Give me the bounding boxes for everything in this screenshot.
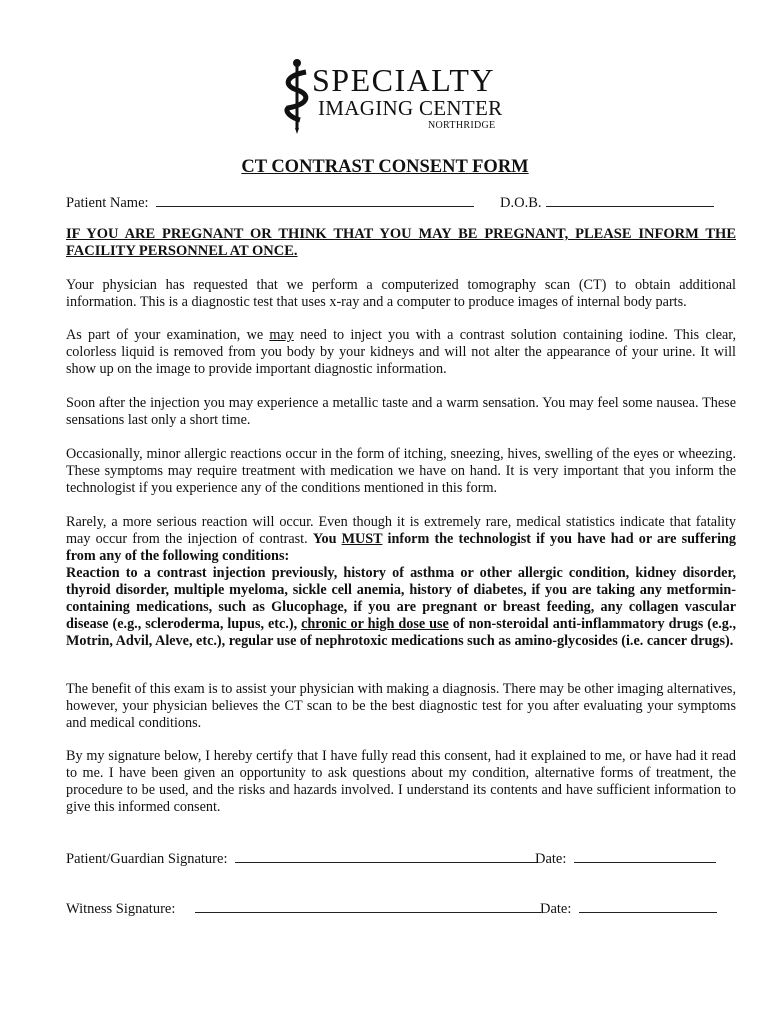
patient-date-field[interactable] <box>574 848 716 863</box>
may-emphasis: may <box>269 327 294 343</box>
patient-name-label: Patient Name: <box>66 195 149 211</box>
paragraph-text: You <box>312 531 342 547</box>
logo-line-specialty: SPECIALTY <box>312 62 496 98</box>
paragraph-allergic-reactions: Occasionally, minor allergic reactions occur in the form of itching, sneezing, hives, swelling of the eyes or wheezing. These symptoms may require treatment with medication we have on hand. It is very important that you inform the technologist if you experience any of the conditions mentioned in this form. <box>66 446 736 496</box>
caduceus-icon <box>282 58 312 136</box>
patient-signature-field[interactable] <box>235 848 537 863</box>
paragraph-text: As part of your examination, we <box>66 327 270 343</box>
patient-name-field[interactable] <box>156 192 474 207</box>
paragraph-certification: By my signature below, I hereby certify that I have fully read this consent, had it explained to me, or have had it read to me. I have been given an opportunity to ask questions about my condition, alternative forms of treatment, the procedure to be used, and the risks and hazards involved. I understand its contents and have sufficient information to give this informed consent. <box>66 748 736 815</box>
conditions-list: Reaction to a contrast injection previously, history of asthma or other allergic condition, kidney disorder, thyroid disorder, multiple myeloma, sickle cell anemia, history of diabetes, if you are taking any metformin-containing medications, such as Glucophage, if you are pregnant or breast feeding, any collagen vascular disease (e.g., scleroderma, lupus, etc.), <box>66 565 736 632</box>
witness-date-row <box>540 898 717 918</box>
witness-date-label: Date: <box>540 901 572 917</box>
witness-signature-label: Witness Signature: <box>66 901 176 917</box>
witness-signature-row <box>66 898 541 918</box>
dob-field[interactable] <box>546 192 714 207</box>
paragraph-serious-reactions <box>66 514 736 650</box>
patient-date-label: Date: <box>535 851 567 867</box>
logo-line-imaging-center: IMAGING CENTER <box>318 96 503 120</box>
must-emphasis: MUST <box>341 531 383 547</box>
pregnancy-warning: IF YOU ARE PREGNANT OR THINK THAT YOU MAY BE PREGNANT, PLEASE INFORM THE FACILITY PERSONNEL AT ONCE. <box>66 226 736 259</box>
logo-line-northridge: NORTHRIDGE <box>428 120 496 131</box>
specialty-imaging-logo <box>282 58 512 136</box>
conditions-list: of non-steroidal anti-inflammatory drugs (e.g., Motrin, Advil, Aleve, etc.), regular use of nephrotoxic medications such as amino-glycosides (i.e. cancer drugs). <box>66 616 736 649</box>
paragraph-text: Rarely, a more serious reaction will occur. Even though it is extremely rare, medical statistics indicate that fatality may occur from the injection of contrast. <box>66 514 736 547</box>
patient-signature-label: Patient/Guardian Signature: <box>66 851 228 867</box>
witness-date-field[interactable] <box>579 898 717 913</box>
witness-signature-field[interactable] <box>195 898 541 913</box>
paragraph-contrast-injection <box>66 327 736 378</box>
paragraph-text: inform the technologist if you have had or are suffering from any of the following conditions: <box>66 531 737 564</box>
patient-signature-row <box>66 848 537 868</box>
dob-label: D.O.B. <box>500 195 542 211</box>
paragraph-exam-benefit: The benefit of this exam is to assist your physician with making a diagnosis. There may be other imaging alternatives, however, your physician believes the CT scan to be the best diagnostic test for you after evaluating your symptoms and medical conditions. <box>66 681 736 731</box>
chronic-emphasis: chronic or high dose use <box>301 616 449 632</box>
paragraph-ct-purpose: Your physician has requested that we perform a computerized tomography scan (CT) to obtain additional information. This is a diagnostic test that uses x-ray and a computer to produce images of internal body parts. <box>66 277 736 310</box>
paragraph-text: need to inject you with a contrast solution containing iodine. This clear, colorless liquid is removed from you body by your kidneys and will not alter the appearance of your urine. It will show up on the image to provide important diagnostic information. <box>66 327 736 377</box>
patient-name-row <box>66 192 474 212</box>
dob-row <box>500 192 714 212</box>
form-title: CT CONTRAST CONSENT FORM <box>241 157 529 177</box>
paragraph-side-effects: Soon after the injection you may experience a metallic taste and a warm sensation. You may feel some nausea. These sensations last only a short time. <box>66 395 736 428</box>
patient-date-row <box>535 848 716 868</box>
